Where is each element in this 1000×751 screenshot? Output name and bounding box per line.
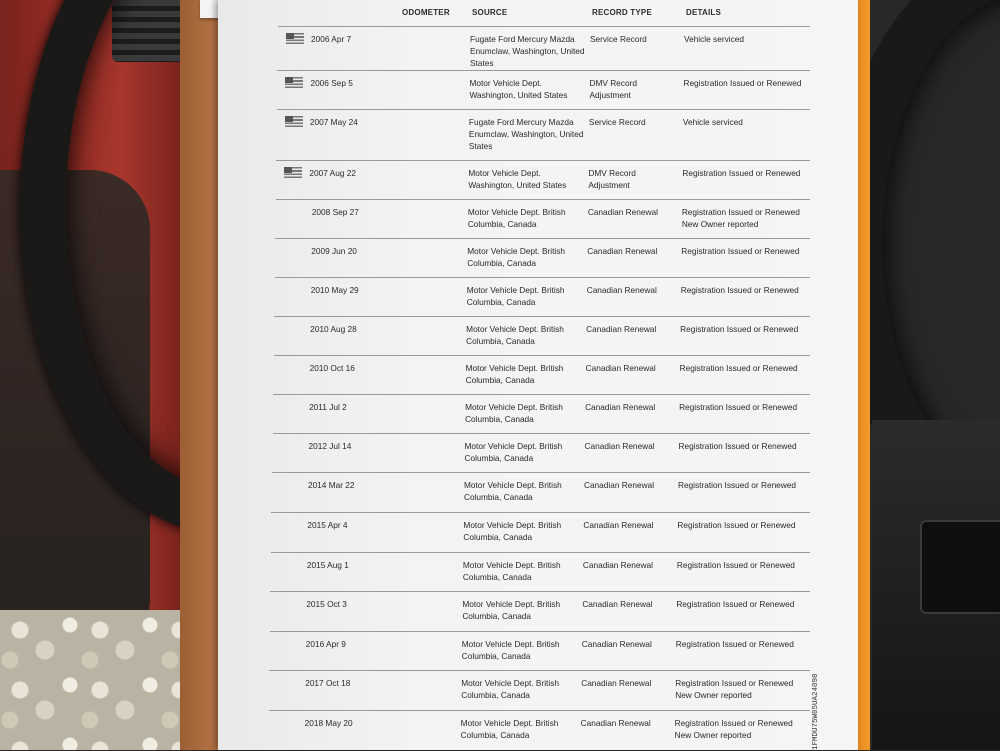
table-row (272, 472, 810, 512)
table-row (275, 238, 810, 277)
record-date: 2009 Jun 20 (311, 246, 357, 256)
vin-number: 1FMDU75W85UA24098 (812, 673, 820, 750)
record-type: Canadian Renewal (580, 718, 651, 728)
table-row (273, 433, 811, 472)
record-source: Motor Vehicle Dept. British Columbia, Canada (466, 285, 565, 307)
record-type: Service Record (588, 117, 646, 127)
record-details: Registration Issued or Renewed (677, 480, 797, 490)
record-date: 2010 Aug 28 (310, 324, 357, 334)
table-header (218, 8, 858, 24)
record-source: Motor Vehicle Dept. Washington, United States (469, 78, 568, 100)
record-type: Canadian Renewal (583, 520, 654, 530)
record-source: Motor Vehicle Dept. British Columbia, Canada (460, 718, 559, 740)
record-details: Registration Issued or Renewed (676, 599, 795, 609)
us-flag-icon (284, 167, 302, 178)
record-source: Motor Vehicle Dept. British Columbia, Canada (462, 599, 561, 621)
record-details: Vehicle serviced (684, 34, 744, 44)
record-date: 2015 Apr 4 (307, 520, 348, 530)
record-details: Registration Issued or Renewed (675, 639, 794, 649)
record-date: 2018 May 20 (304, 718, 353, 728)
table-row (277, 70, 810, 109)
record-date: 2010 May 29 (310, 285, 359, 295)
record-details: Registration Issued or Renewed (679, 363, 798, 373)
record-source: Motor Vehicle Dept. British Columbia, Canada (466, 324, 564, 346)
record-date: 2006 Apr 7 (311, 34, 352, 44)
record-source: Motor Vehicle Dept. British Columbia, Canada (461, 678, 559, 700)
table-row (270, 591, 810, 631)
record-source: Fugate Ford Mercury Mazda Enumclaw, Washington, United States (470, 34, 585, 68)
table-row (278, 26, 810, 70)
record-type: Canadian Renewal (584, 441, 655, 451)
record-details: Registration Issued or Renewed (678, 441, 797, 451)
header-source: SOURCE (472, 8, 508, 17)
record-details: Registration Issued or Renewed (682, 168, 801, 178)
record-source: Motor Vehicle Dept. British Columbia, Canada (465, 363, 564, 385)
record-source: Fugate Ford Mercury Mazda Enumclaw, Washington, United States (468, 117, 584, 151)
record-source: Motor Vehicle Dept. British Columbia, Canada (464, 441, 563, 463)
record-details: Registration Issued or Renewed New Owner reported (681, 207, 800, 229)
record-type: Canadian Renewal (582, 560, 653, 570)
table-row (270, 631, 810, 670)
record-date: 2010 Oct 16 (309, 363, 355, 373)
header-record-type: RECORD TYPE (592, 8, 652, 17)
record-date: 2008 Sep 27 (311, 207, 359, 217)
us-flag-icon (285, 77, 303, 88)
table-row (274, 316, 810, 355)
us-flag-icon (285, 116, 303, 127)
record-date: 2016 Apr 9 (305, 639, 346, 649)
record-type: Canadian Renewal (587, 207, 658, 217)
record-date: 2007 May 24 (309, 117, 358, 127)
record-date: 2012 Jul 14 (308, 441, 352, 451)
record-type: Service Record (590, 34, 647, 44)
record-type: Canadian Renewal (581, 678, 652, 688)
record-details: Registration Issued or Renewed (683, 78, 802, 88)
console-compartment (920, 520, 1000, 614)
record-source: Motor Vehicle Dept. British Columbia, Canada (461, 639, 560, 661)
record-details: Registration Issued or Renewed (676, 560, 795, 570)
record-type: DMV Record Adjustment (588, 168, 636, 190)
record-type: Canadian Renewal (587, 246, 658, 256)
header-odometer: ODOMETER (402, 8, 450, 17)
us-flag-icon (286, 33, 304, 44)
table-row (269, 670, 810, 710)
record-source: Motor Vehicle Dept. British Columbia, Canada (467, 207, 566, 229)
table-row (271, 512, 810, 552)
table-row (271, 552, 810, 591)
record-date: 2007 Aug 22 (309, 168, 356, 178)
table-row (269, 710, 810, 751)
record-details: Registration Issued or Renewed (680, 285, 799, 295)
record-details: Registration Issued or Renewed (681, 246, 800, 256)
record-source: Motor Vehicle Dept. Washington, United States (468, 168, 567, 190)
record-type: Canadian Renewal (585, 402, 656, 412)
header-details: DETAILS (686, 8, 722, 17)
record-date: 2011 Jul 2 (309, 402, 347, 412)
vehicle-history-sheet (218, 0, 858, 750)
record-details: Vehicle serviced (682, 117, 743, 127)
table-row (277, 109, 810, 160)
record-type: Canadian Renewal (586, 324, 657, 334)
table-row (275, 277, 810, 316)
record-date: 2015 Oct 3 (306, 599, 347, 609)
record-source: Motor Vehicle Dept. British Columbia, Canada (462, 560, 561, 582)
record-type: Canadian Renewal (586, 285, 657, 295)
table-row (276, 160, 810, 199)
record-date: 2015 Aug 1 (306, 560, 349, 570)
record-source: Motor Vehicle Dept. British Columbia, Canada (463, 480, 562, 502)
record-details: Registration Issued or Renewed New Owner reported (675, 678, 794, 700)
record-details: Registration Issued or Renewed (677, 520, 796, 530)
records-table (278, 26, 810, 751)
record-type: Canadian Renewal (582, 599, 653, 609)
record-type: DMV Record Adjustment (589, 78, 637, 100)
record-date: 2006 Sep 5 (310, 78, 353, 88)
record-details: Registration Issued or Renewed (680, 324, 799, 334)
record-source: Motor Vehicle Dept. British Columbia, Canada (465, 402, 563, 424)
record-type: Canadian Renewal (585, 363, 656, 373)
record-type: Canadian Renewal (581, 639, 652, 649)
table-row (273, 394, 810, 433)
record-details: Registration Issued or Renewed New Owner reported (674, 718, 793, 740)
table-row (274, 355, 810, 394)
record-source: Motor Vehicle Dept. British Columbia, Canada (463, 520, 562, 542)
record-details: Registration Issued or Renewed (679, 402, 798, 412)
record-type: Canadian Renewal (583, 480, 655, 490)
record-date: 2017 Oct 18 (305, 678, 351, 688)
record-source: Motor Vehicle Dept. British Columbia, Canada (467, 246, 566, 268)
gravel-ground (0, 610, 185, 750)
table-row (276, 199, 810, 238)
record-date: 2014 Mar 22 (307, 480, 355, 490)
